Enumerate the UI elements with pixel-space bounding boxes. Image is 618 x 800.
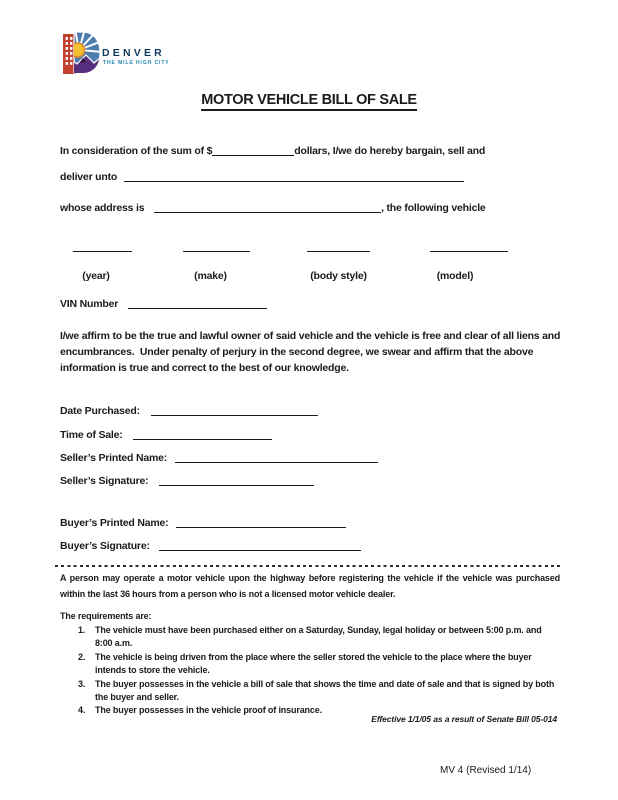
deliver-unto-label: deliver unto <box>60 171 118 183</box>
affirmation-paragraph: I/we affirm to be the true and lawful owner of said vehicle and the vehicle is free and clear of all liens and encumbrances. Under penalty of perjury in the second degree, we swear and affirm that the above information is true and correct to the best of our knowledge. <box>60 330 563 374</box>
vin-line <box>60 297 267 310</box>
vin-label: VIN Number <box>60 298 119 310</box>
time-of-sale-row <box>60 428 272 441</box>
vin-blank[interactable] <box>128 299 267 309</box>
body-style-blank[interactable] <box>307 251 370 252</box>
page-title: MOTOR VEHICLE BILL OF SALE <box>201 92 417 111</box>
address-label: whose address is <box>60 202 145 214</box>
requirement-text: The buyer possesses in the vehicle a bill of sale that shows the time and date of sale and that is signed by both the buyer and seller. <box>95 678 555 703</box>
body-style-label: (body style) <box>310 270 367 282</box>
time-of-sale-label: Time of Sale: <box>60 429 123 441</box>
requirement-number: 3. <box>78 678 86 689</box>
requirement-item <box>78 651 560 678</box>
document-title-wrap <box>0 91 618 111</box>
buyer-printed-name-blank[interactable] <box>176 518 346 528</box>
buyer-signature-label: Buyer’s Signature: <box>60 540 150 552</box>
effective-note: Effective 1/1/05 as a result of Senate Bill 05-014 <box>371 714 557 724</box>
model-blank[interactable] <box>430 251 508 252</box>
address-line <box>60 201 486 214</box>
requirements-heading: The requirements are: <box>60 611 152 621</box>
consideration-prefix: In consideration of the sum of $ <box>60 145 213 157</box>
denver-logo-icon <box>63 31 101 76</box>
requirement-item <box>78 624 560 651</box>
logo-wordmark: DENVER <box>102 47 165 59</box>
logo-tagline: THE MILE HIGH CITY <box>103 60 170 66</box>
dashed-divider <box>55 565 560 567</box>
seller-printed-name-row <box>60 451 378 464</box>
registration-notice: A person may operate a motor vehicle upon the highway before registering the vehicle if the vehicle was purchased within the last 36 hours from a person who is not a licensed motor vehicle dealer. <box>60 573 560 599</box>
make-label: (make) <box>194 270 227 282</box>
consideration-line <box>60 144 485 157</box>
sum-amount-blank[interactable] <box>212 146 294 156</box>
date-purchased-blank[interactable] <box>151 406 318 416</box>
year-blank[interactable] <box>73 251 132 252</box>
denver-logo <box>63 31 183 79</box>
requirement-text: The buyer possesses in the vehicle proof of insurance. <box>95 705 322 716</box>
seller-printed-name-blank[interactable] <box>175 453 378 463</box>
date-purchased-label: Date Purchased: <box>60 405 140 417</box>
time-of-sale-blank[interactable] <box>133 430 272 440</box>
buyer-signature-row <box>60 539 361 552</box>
address-suffix: , the following vehicle <box>381 202 486 214</box>
seller-printed-name-label: Seller’s Printed Name: <box>60 452 168 464</box>
make-blank[interactable] <box>183 251 250 252</box>
requirement-item <box>78 678 560 705</box>
requirements-list <box>78 624 560 718</box>
buyer-printed-name-row <box>60 516 346 529</box>
buyer-signature-blank[interactable] <box>159 541 361 551</box>
requirement-text: The vehicle must have been purchased either on a Saturday, Sunday, legal holiday or between 5:00 p.m. and 8:00 a.m. <box>95 625 542 649</box>
seller-signature-blank[interactable] <box>159 476 314 486</box>
date-purchased-row <box>60 404 318 417</box>
seller-signature-label: Seller’s Signature: <box>60 475 149 487</box>
model-label: (model) <box>436 270 474 282</box>
form-number-footer: MV 4 (Revised 1/14) <box>440 765 532 776</box>
buyer-printed-name-label: Buyer’s Printed Name: <box>60 517 169 529</box>
requirement-number: 2. <box>78 651 86 662</box>
seller-signature-row <box>60 474 314 487</box>
deliver-unto-line <box>60 170 464 183</box>
address-blank[interactable] <box>154 203 381 213</box>
requirement-number: 4. <box>78 705 86 716</box>
consideration-suffix: dollars, I/we do hereby bargain, sell and <box>294 145 486 157</box>
requirement-text: The vehicle is being driven from the place where the seller stored the vehicle to the place where the buyer intends to store the vehicle. <box>95 651 532 676</box>
year-label: (year) <box>82 270 110 282</box>
requirement-number: 1. <box>78 625 86 635</box>
buyer-name-blank[interactable] <box>124 172 464 182</box>
